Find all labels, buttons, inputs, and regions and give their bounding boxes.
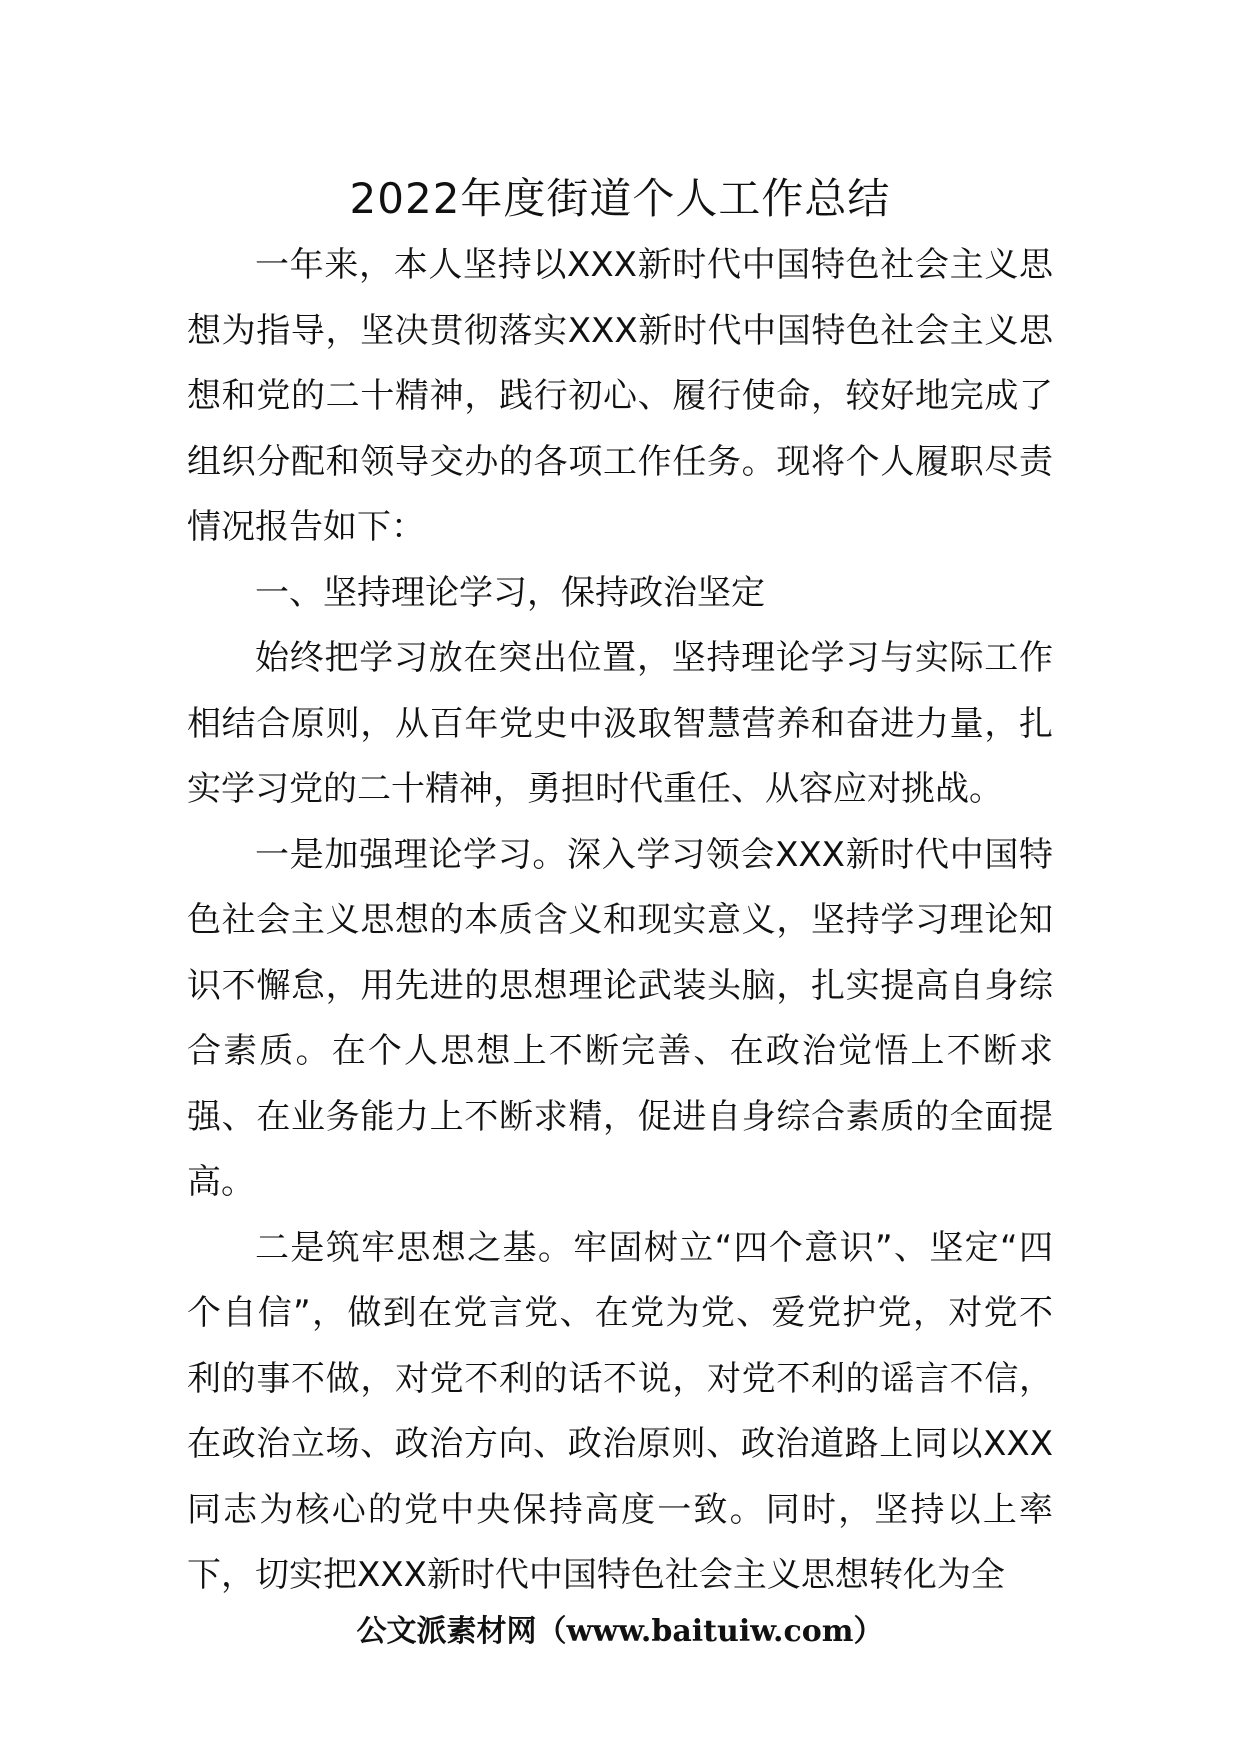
section-heading-1: 一、坚持理论学习，保持政治坚定 bbox=[255, 572, 765, 613]
paragraph-theory-study: 一是加强理论学习。深入学习领会XXX新时代中国特色社会主义思想的本质含义和现实意义，坚持学习理论知识不懈怠，用先进的思想理论武装头脑，扎实提高自身综合素质。在个人思想上不断完善、在政治觉悟上不断求强、在业务能力上不断求精，促进自身综合素质的全面提高。 bbox=[187, 834, 1053, 1202]
document-body bbox=[187, 233, 1053, 1609]
document-title: 2022年度街道个人工作总结 bbox=[349, 174, 891, 223]
paragraph-intro: 一年来，本人坚持以XXX新时代中国特色社会主义思想为指导，坚决贯彻落实XXX新时代中国特色社会主义思想和党的二十精神，践行初心、履行使命，较好地完成了组织分配和领导交办的各项工作任务。现将个人履职尽责情况报告如下： bbox=[187, 245, 1053, 547]
paragraph-ideological-foundation: 二是筑牢思想之基。牢固树立“四个意识”、坚定“四个自信”，做到在党言党、在党为党、爱党护党，对党不利的事不做，对党不利的话不说，对党不利的谣言不信，在政治立场、政治方向、政治原则、政治道路上同以XXX同志为核心的党中央保持高度一致。同时，坚持以上率下，切实把XXX新时代中国特色社会主义思想转化为全 bbox=[187, 1227, 1053, 1595]
footer-source: 公文派素材网（www.baituiw.com） bbox=[356, 1614, 884, 1649]
paragraph-section-1-intro: 始终把学习放在突出位置，坚持理论学习与实际工作相结合原则，从百年党史中汲取智慧营养和奋进力量，扎实学习党的二十精神，勇担时代重任、从容应对挑战。 bbox=[187, 638, 1053, 809]
